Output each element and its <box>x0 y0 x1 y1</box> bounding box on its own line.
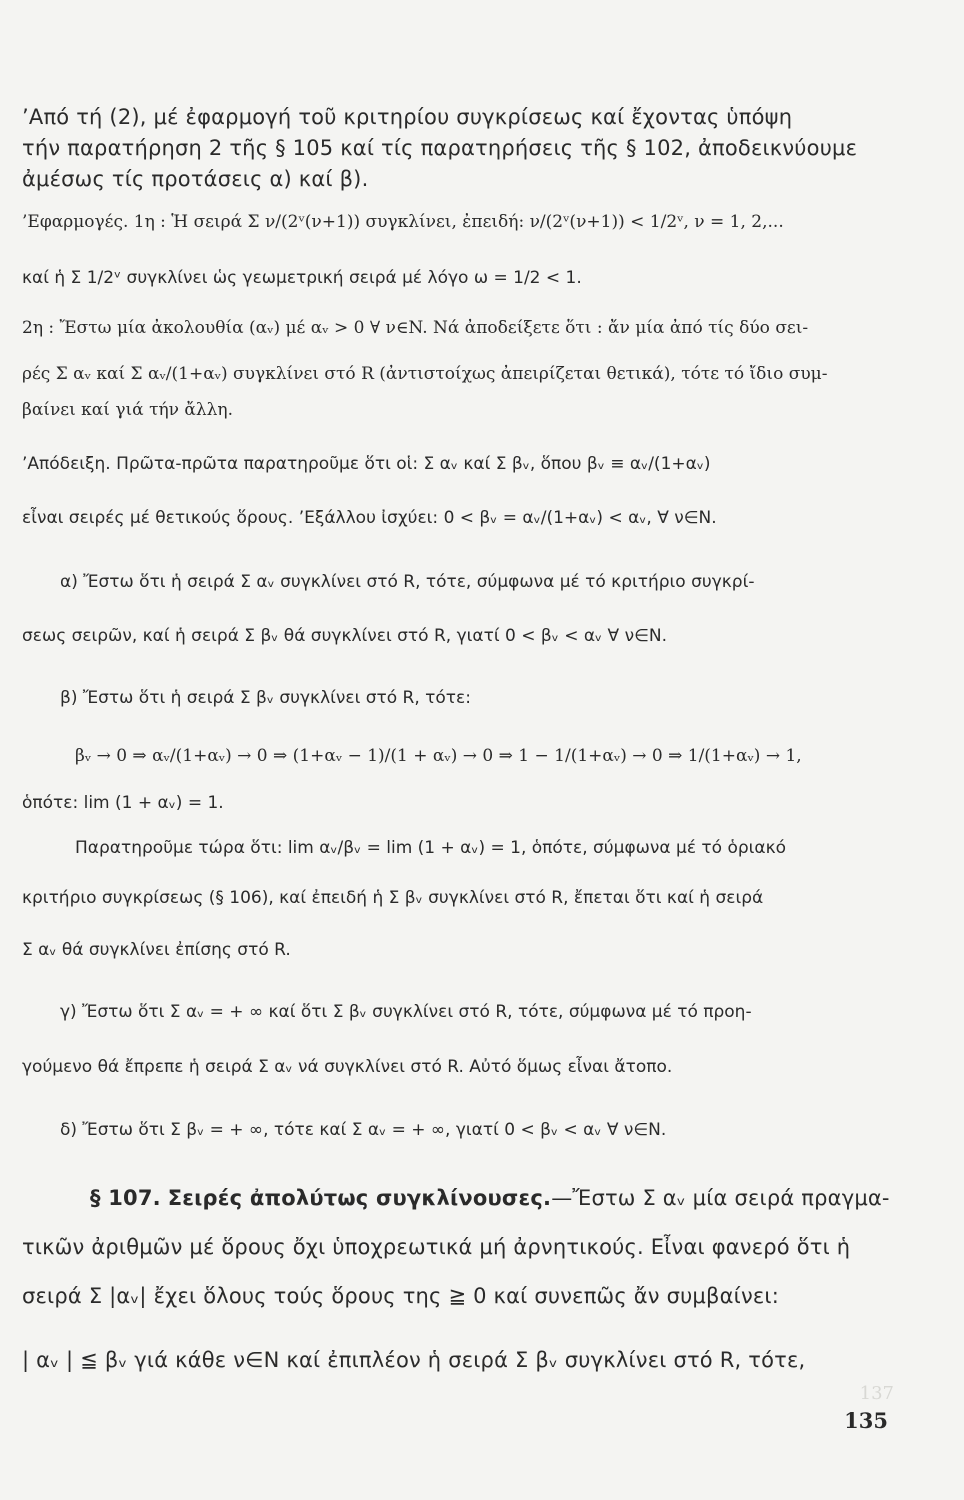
proof-part-b-line-4: Παρατηροῦμε τώρα ὅτι: lim αᵥ/βᵥ = lim (1 + αᵥ) = 1, ὁπότε, σύμφωνα μέ τό ὁριακό <box>75 838 787 858</box>
bleed-through-number: 137 <box>859 1383 894 1404</box>
proof-part-a-line-1: α) Ἔστω ὅτι ἡ σειρά Σ αᵥ συγκλίνει στό R, τότε, σύμφωνα μέ τό κριτήριο συγκρί- <box>60 572 755 592</box>
application-2-line-1: 2η : Ἔστω μία ἀκολουθία (αᵥ) μέ αᵥ > 0 ∀ ν∈N. Νά ἀποδείξετε ὅτι : ἄν μία ἀπό τίς δύο σει- <box>22 318 809 338</box>
proof-part-b-implication-chain: βᵥ → 0 ⇒ αᵥ/(1+αᵥ) → 0 ⇒ (1+αᵥ − 1)/(1 + αᵥ) → 0 ⇒ 1 − 1/(1+αᵥ) → 0 ⇒ 1/(1+αᵥ) → 1, <box>75 746 802 766</box>
section-number: § 107. <box>90 1186 161 1210</box>
proof-part-a-line-2: σεως σειρῶν, καί ἡ σειρά Σ βᵥ θά συγκλίνει στό R, γιατί 0 < βᵥ < αᵥ ∀ ν∈N. <box>22 626 668 646</box>
proof-part-c-line-1: γ) Ἔστω ὅτι Σ αᵥ = + ∞ καί ὅτι Σ βᵥ συγκλίνει στό R, τότε, σύμφωνα μέ τό προη- <box>60 1002 752 1022</box>
proof-part-b-line-3: ὁπότε: lim (1 + αᵥ) = 1. <box>22 793 224 813</box>
intro-line-2: τήν παρατήρηση 2 τῆς § 105 καί τίς παρατηρήσεις τῆς § 102, ἀποδεικνύουμε <box>22 136 858 160</box>
proof-part-c-line-2: γούμενο θά ἔπρεπε ἡ σειρά Σ αᵥ νά συγκλίνει στό R. Αὐτό ὅμως εἶναι ἄτοπο. <box>22 1057 673 1077</box>
application-2-line-2: ρές Σ αᵥ καί Σ αᵥ/(1+αᵥ) συγκλίνει στό R (ἀντιστοίχως ἀπειρίζεται θετικά), τότε τό ἴδιο συμ- <box>22 364 828 384</box>
page-number: 135 <box>844 1408 888 1433</box>
section-107-line-3: σειρά Σ |αᵥ| ἔχει ὅλους τούς ὅρους της ≧ 0 καί συνεπῶς ἄν συμβαίνει: <box>22 1284 780 1308</box>
application-2-line-3: βαίνει καί γιά τήν ἄλλη. <box>22 400 234 420</box>
application-1-line-1: ’Εφαρμογές. 1η : Ἡ σειρά Σ ν/(2ᵛ(ν+1)) συγκλίνει, ἐπειδή: ν/(2ᵛ(ν+1)) < 1/2ᵛ, ν = 1, 2,... <box>22 212 784 232</box>
intro-line-3: ἀμέσως τίς προτάσεις α) καί β). <box>22 167 369 191</box>
section-107-line-2: τικῶν ἀριθμῶν μέ ὅρους ὄχι ὑποχρεωτικά μή ἀρνητικούς. Εἶναι φανερό ὅτι ἡ <box>22 1235 851 1259</box>
section-title: Σειρές ἀπολύτως συγκλίνουσες. <box>167 1186 552 1210</box>
proof-part-d-line-1: δ) Ἔστω ὅτι Σ βᵥ = + ∞, τότε καί Σ αᵥ = + ∞, γιατί 0 < βᵥ < αᵥ ∀ ν∈N. <box>60 1120 667 1140</box>
section-107-line-1 <box>90 1186 904 1210</box>
section-107-line-4: | αᵥ | ≦ βᵥ γιά κάθε ν∈N καί ἐπιπλέον ἡ σειρά Σ βᵥ συγκλίνει στό R, τότε, <box>22 1348 806 1372</box>
proof-part-b-line-5: κριτήριο συγκρίσεως (§ 106), καί ἐπειδή ἡ Σ βᵥ συγκλίνει στό R, ἔπεται ὅτι καί ἡ σειρά <box>22 888 764 908</box>
proof-part-b-line-6: Σ αᵥ θά συγκλίνει ἐπίσης στό R. <box>22 940 291 960</box>
proof-line-2: εἶναι σειρές μέ θετικούς ὅρους. ’Εξάλλου ἰσχύει: 0 < βᵥ = αᵥ/(1+αᵥ) < αᵥ, ∀ ν∈N. <box>22 508 717 528</box>
application-1-line-2: καί ἡ Σ 1/2ᵛ συγκλίνει ὡς γεωμετρική σειρά μέ λόγο ω = 1/2 < 1. <box>22 268 582 288</box>
section-line-1-rest: —Ἔστω Σ αᵥ μία σειρά πραγμα- <box>551 1186 890 1210</box>
intro-line-1: ’Από τή (2), μέ ἐφαρμογή τοῦ κριτηρίου συγκρίσεως καί ἔχοντας ὑπόψη <box>22 105 793 129</box>
proof-line-1: ’Απόδειξη. Πρῶτα-πρῶτα παρατηροῦμε ὅτι οἱ: Σ αᵥ καί Σ βᵥ, ὅπου βᵥ ≡ αᵥ/(1+αᵥ) <box>22 454 711 474</box>
proof-part-b-line-1: β) Ἔστω ὅτι ἡ σειρά Σ βᵥ συγκλίνει στό R, τότε: <box>60 688 471 708</box>
